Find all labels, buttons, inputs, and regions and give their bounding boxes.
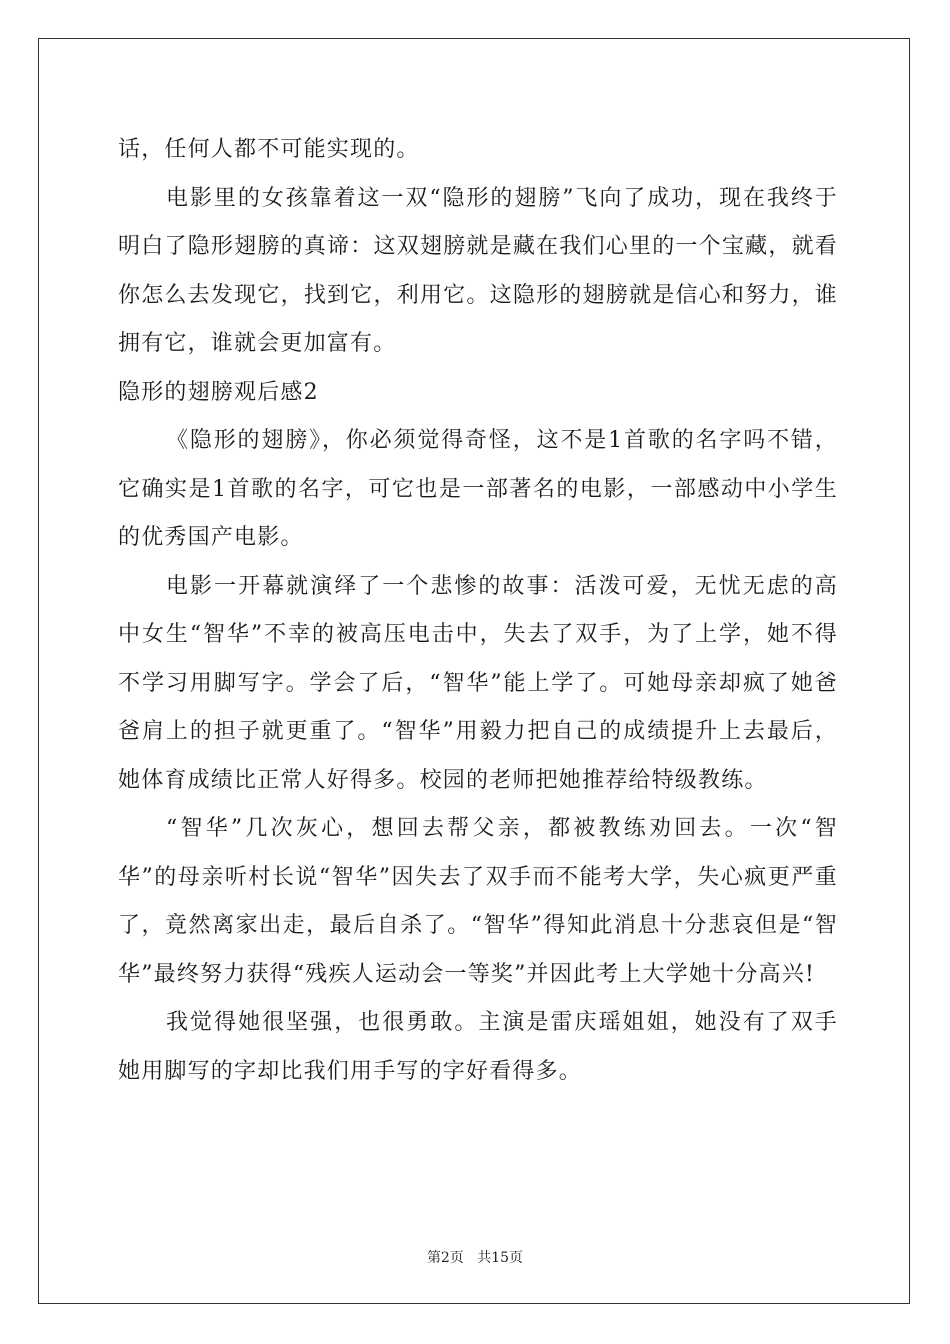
- paragraph-3: 《隐形的翅膀》，你必须觉得奇怪，这不是1首歌的名字吗不错，它确实是1首歌的名字，可它也是一部著名的电影，一部感动中小学生的优秀国产电影。: [118, 428, 838, 550]
- paragraph-5: “智华”几次灰心，想回去帮父亲，都被教练劝回去。一次“智华”的母亲听村长说“智华”因失去了双手而不能考大学，失心疯更严重了，竟然离家出走，最后自杀了。“智华”得知此消息十分悲哀但是“智华”最终努力获得“残疾人运动会一等奖”并因此考上大学她十分高兴!: [118, 816, 838, 987]
- section-heading: 隐形的翅膀观后感2: [118, 379, 319, 405]
- page-number: 第2页: [426, 1250, 464, 1266]
- paragraph-1: 话，任何人都不可能实现的。: [118, 137, 420, 162]
- page-footer: [0, 1247, 950, 1267]
- document-body: [118, 126, 838, 1096]
- paragraph-4: 电影一开幕就演绎了一个悲惨的故事：活泼可爱，无忧无虑的高中女生“智华”不幸的被高压电击中，失去了双手，为了上学，她不得不学习用脚写字。学会了后，“智华”能上学了。可她母亲却疯了她爸爸肩上的担子就更重了。“智华”用毅力把自己的成绩提升上去最后，她体育成绩比正常人好得多。校园的老师把她推荐给特级教练。: [118, 573, 838, 793]
- paragraph-2: 电影里的女孩靠着这一双“隐形的翅膀”飞向了成功，现在我终于明白了隐形翅膀的真谛：这双翅膀就是藏在我们心里的一个宝藏，就看你怎么去发现它，找到它，利用它。这隐形的翅膀就是信心和努力，谁拥有它，谁就会更加富有。: [118, 185, 838, 356]
- page-total: 共15页: [477, 1250, 524, 1266]
- paragraph-6: 我觉得她很坚强，也很勇敢。主演是雷庆瑶姐姐，她没有了双手她用脚写的字却比我们用手写的字好看得多。: [118, 1010, 838, 1084]
